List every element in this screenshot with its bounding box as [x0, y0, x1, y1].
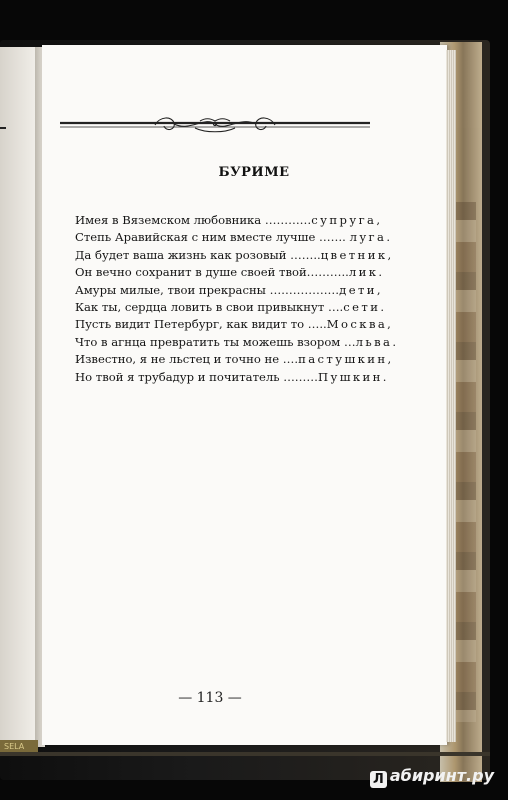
line-text: Он вечно сохранит в душе своей твой……….. — [75, 265, 349, 280]
rhyme-word: пастушкин, — [298, 352, 394, 367]
watermark — [370, 766, 494, 788]
poem — [75, 212, 415, 386]
line-text: Имея в Вяземском любовника ………… — [75, 213, 312, 227]
page-title: БУРИМЕ — [218, 165, 290, 180]
page-number: — 113 — — [178, 690, 242, 706]
line-text: Пусть видит Петербург, как видит то ….. — [75, 317, 327, 332]
ornament-divider — [60, 112, 370, 138]
poem-line — [75, 299, 415, 316]
rhyme-word: луга. — [349, 230, 393, 245]
poem-line — [75, 369, 415, 386]
rhyme-word: дети, — [339, 282, 383, 297]
cover-tab-label: SELA — [0, 740, 38, 754]
poem-line — [75, 247, 415, 264]
poem-line — [75, 316, 415, 333]
poem-line — [75, 264, 415, 281]
left-page-mark — [0, 127, 6, 129]
line-text: Амуры милые, твои прекрасны ……………… — [75, 282, 340, 297]
rhyme-word: сети. — [343, 300, 387, 315]
line-text: Что в агнца превратить ты можешь взором … — [75, 334, 356, 349]
poem-line — [75, 334, 415, 351]
cover-bottom-strip — [0, 752, 490, 756]
right-page — [42, 45, 447, 745]
poem-line — [75, 351, 415, 368]
rhyme-word: супруга, — [311, 213, 383, 227]
rhyme-word: цветник, — [320, 247, 394, 262]
watermark-text: абиринт.ру — [389, 766, 494, 785]
poem-line — [75, 229, 415, 246]
line-text: Как ты, сердца ловить в свои привыкнут …. — [75, 300, 344, 315]
labyrinth-logo-icon: Л — [370, 771, 387, 788]
poem-line — [75, 282, 415, 299]
rhyme-word: лик. — [348, 265, 385, 280]
line-text: Степь Аравийская с ним вместе лучше ……. — [75, 230, 350, 245]
poem-line — [75, 212, 415, 229]
rhyme-word: Москва, — [326, 317, 394, 332]
line-text: Известно, я не льстец и точно не …. — [75, 352, 299, 367]
line-text: Да будет ваша жизнь как розовый …….. — [75, 247, 321, 262]
page-stack — [446, 50, 456, 742]
rhyme-word: Пушкин. — [317, 369, 389, 384]
rhyme-word: льва. — [355, 334, 399, 349]
line-text: Но твой я трубадур и почитатель ……… — [75, 369, 318, 384]
